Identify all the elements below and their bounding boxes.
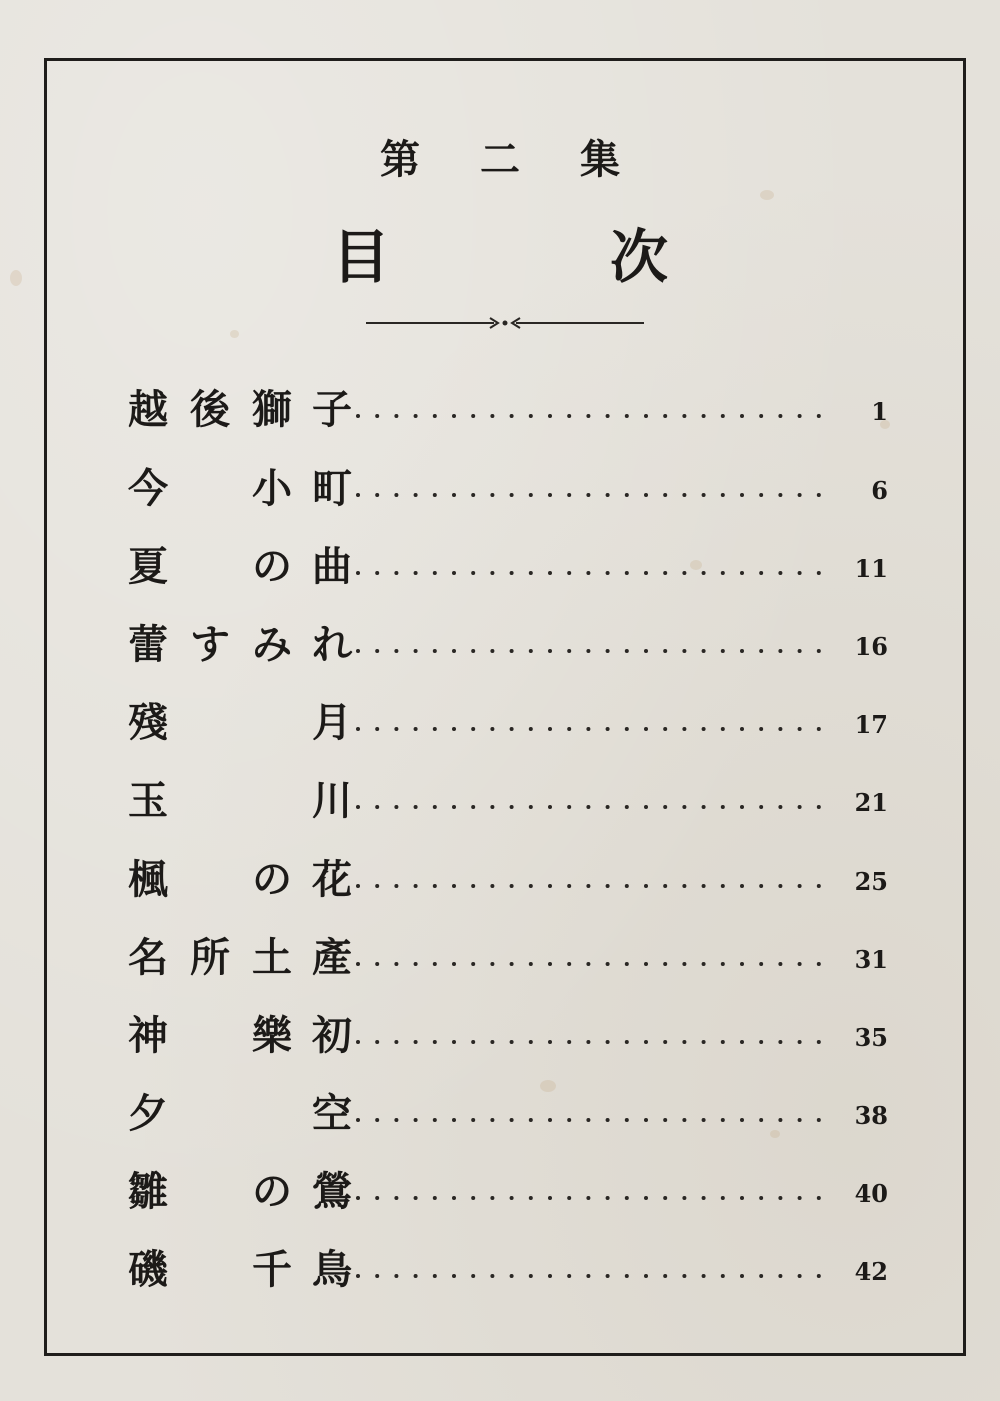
dot-leader <box>354 1037 834 1047</box>
toc-entry-title-char: 磯 <box>128 1246 168 1293</box>
dot-leader <box>354 802 834 812</box>
dot-leader <box>354 881 834 891</box>
toc-entry-title <box>120 385 358 435</box>
toc-entry-title <box>120 620 358 670</box>
toc-entry-title-char: 曲 <box>312 543 352 590</box>
toc-entry-title-char: 初 <box>312 1012 352 1059</box>
toc-entry <box>120 933 900 983</box>
toc-entry-title <box>120 1089 358 1139</box>
toc-entry <box>120 855 900 905</box>
toc-entry-page-number: 38 <box>854 1101 888 1130</box>
toc-entry-title-char: 土 <box>252 934 292 981</box>
toc-entry-page-number: 6 <box>871 476 888 505</box>
toc-entry-title-char: の <box>252 543 292 590</box>
toc-entry-page-number: 40 <box>854 1179 888 1208</box>
toc-entry-title-char: 楓 <box>128 856 168 903</box>
toc-entry-title <box>120 855 358 905</box>
volume-heading <box>0 128 1000 185</box>
toc-entry-page-number: 1 <box>871 397 888 426</box>
toc-entry-title-char: 樂 <box>252 1012 292 1059</box>
toc-entry-page-number: 11 <box>854 554 888 583</box>
toc-entry <box>120 1167 900 1217</box>
toc-entry-title-char: 名 <box>128 934 168 981</box>
toc-entry-title-char: 蕾 <box>128 621 168 668</box>
toc-entry-title-char: 神 <box>128 1012 168 1059</box>
dot-leader <box>354 568 834 578</box>
dot-leader <box>354 724 834 734</box>
toc-heading-char: 次 <box>610 223 669 291</box>
toc-entry-title-char: み <box>252 621 292 668</box>
dot-leader <box>354 1115 834 1125</box>
toc-entry <box>120 1245 900 1295</box>
toc-entry <box>120 385 900 435</box>
toc-entry-title-char: 所 <box>190 934 230 981</box>
toc-entry-title-char: 獅 <box>252 386 292 433</box>
toc-entry-title-char: 產 <box>312 934 352 981</box>
toc-entry <box>120 542 900 592</box>
toc-entry-title-char: 町 <box>312 465 352 512</box>
toc-entry-page-number: 17 <box>854 710 888 739</box>
toc-entry-title-char: 殘 <box>128 699 168 746</box>
toc-entry-title-char: 月 <box>312 699 352 746</box>
toc-entry <box>120 620 900 670</box>
dot-leader <box>354 411 834 421</box>
toc-entry-title-char: 夏 <box>128 543 168 590</box>
toc-entry-page-number: 25 <box>854 867 888 896</box>
toc-entry-title <box>120 542 358 592</box>
volume-heading-char: 第 <box>380 136 420 183</box>
toc-heading-char: 目 <box>331 223 390 291</box>
toc-entry-title <box>120 1167 358 1217</box>
toc-entry-title <box>120 933 358 983</box>
toc-entry <box>120 776 900 826</box>
toc-entry-title-char: 越 <box>128 386 168 433</box>
toc-entry-page-number: 16 <box>854 632 888 661</box>
toc-entry-title-char: 小 <box>252 465 292 512</box>
toc-entry-title <box>120 776 358 826</box>
toc-entry-title <box>120 698 358 748</box>
toc-entry-title-char: 千 <box>252 1246 292 1293</box>
toc-entry-title-char: 空 <box>312 1090 352 1137</box>
dot-leader <box>354 959 834 969</box>
toc-entry-title-char: 夕 <box>128 1090 168 1137</box>
toc-entry <box>120 1089 900 1139</box>
toc-entry-title-char: 後 <box>190 386 230 433</box>
toc-entry-page-number: 42 <box>854 1257 888 1286</box>
toc-entry-title-char: 鶯 <box>312 1168 352 1215</box>
toc-entry-title-char: 川 <box>312 777 352 824</box>
toc-entry-title-char: 雛 <box>128 1168 168 1215</box>
toc-entry <box>120 1011 900 1061</box>
toc-entry <box>120 464 900 514</box>
dot-leader <box>354 646 834 656</box>
toc-entry-page-number: 35 <box>854 1023 888 1052</box>
toc-entry-title-char: れ <box>312 621 352 668</box>
toc-entry-title-char: 子 <box>312 386 352 433</box>
toc-heading <box>0 210 1000 294</box>
toc-entry-title-char: の <box>252 1168 292 1215</box>
dot-leader <box>354 1271 834 1281</box>
toc-entry-title-char: の <box>252 856 292 903</box>
toc-entry-title-char: す <box>190 621 230 668</box>
toc-entry-title-char: 玉 <box>128 777 168 824</box>
toc-entry-title-char: 鳥 <box>312 1246 352 1293</box>
toc-entry-title <box>120 1245 358 1295</box>
dot-leader <box>354 490 834 500</box>
toc-entry-page-number: 31 <box>854 945 888 974</box>
toc-entry-page-number: 21 <box>854 788 888 817</box>
toc-entry-title <box>120 464 358 514</box>
toc-entry-title <box>120 1011 358 1061</box>
toc-entry-title-char: 花 <box>312 856 352 903</box>
volume-heading-char: 集 <box>580 136 620 183</box>
toc-entry-title-char: 今 <box>128 465 168 512</box>
ornamental-rule <box>366 312 644 334</box>
dot-leader <box>354 1193 834 1203</box>
volume-heading-char: 二 <box>480 136 520 183</box>
toc-entry <box>120 698 900 748</box>
